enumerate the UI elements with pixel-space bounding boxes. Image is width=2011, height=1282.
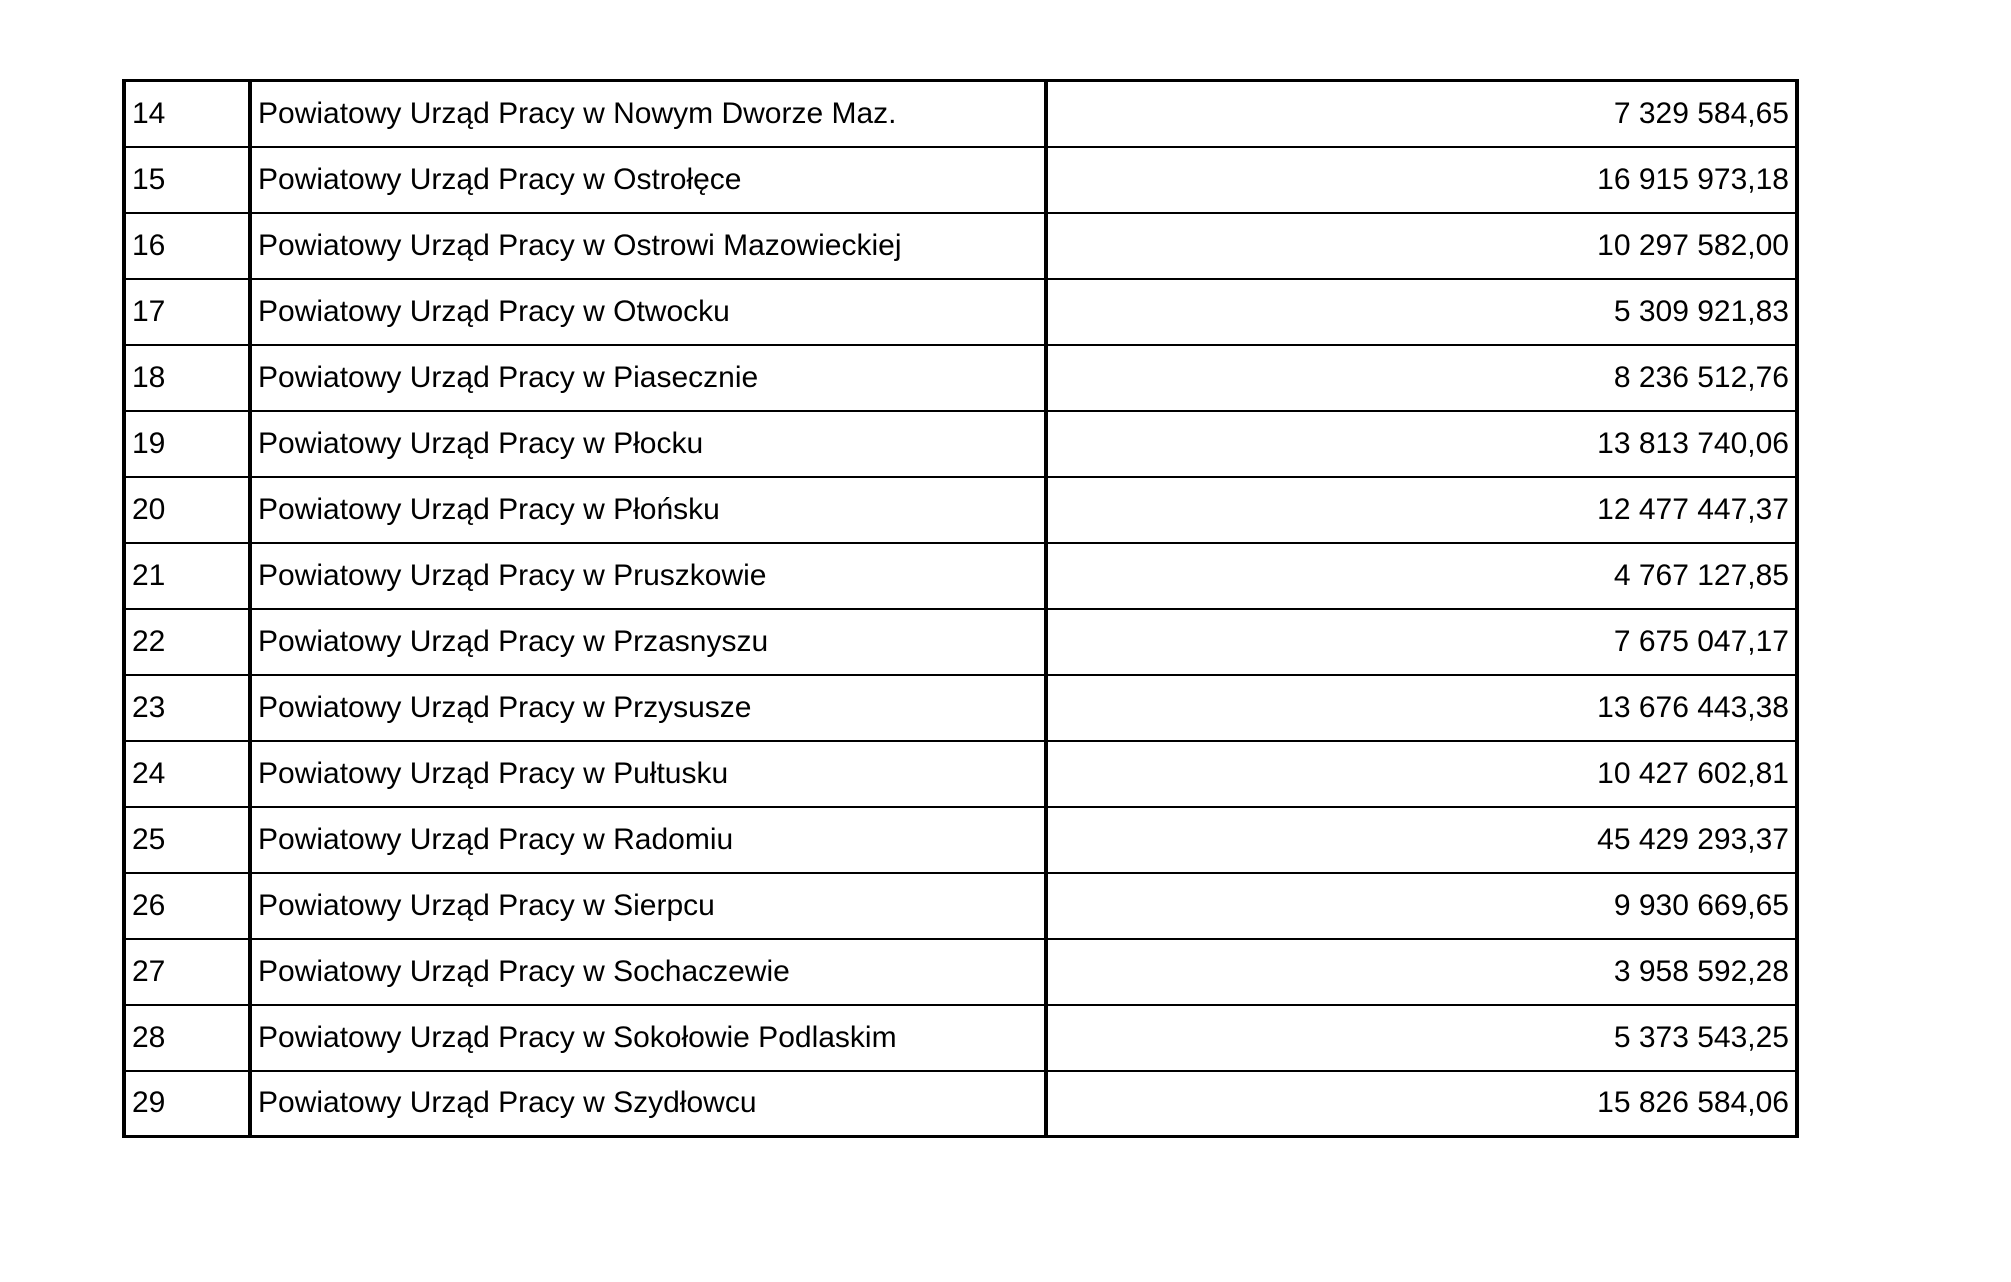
table-row — [124, 345, 1797, 411]
table-row — [124, 1005, 1797, 1071]
office-name-cell: Powiatowy Urząd Pracy w Ostrowi Mazowieckiej — [250, 213, 1046, 279]
row-number-cell: 23 — [124, 675, 250, 741]
office-name-cell: Powiatowy Urząd Pracy w Otwocku — [250, 279, 1046, 345]
amount-cell: 10 427 602,81 — [1046, 741, 1797, 807]
row-number-cell: 28 — [124, 1005, 250, 1071]
table-row — [124, 939, 1797, 1005]
amount-cell: 13 676 443,38 — [1046, 675, 1797, 741]
table-row — [124, 873, 1797, 939]
table-row — [124, 675, 1797, 741]
office-name-cell: Powiatowy Urząd Pracy w Piasecznie — [250, 345, 1046, 411]
table-body — [124, 81, 1797, 1137]
amount-cell: 45 429 293,37 — [1046, 807, 1797, 873]
amount-cell: 4 767 127,85 — [1046, 543, 1797, 609]
row-number-cell: 29 — [124, 1071, 250, 1137]
table-row — [124, 213, 1797, 279]
table-row — [124, 477, 1797, 543]
row-number-cell: 27 — [124, 939, 250, 1005]
row-number-cell: 18 — [124, 345, 250, 411]
table-row — [124, 147, 1797, 213]
office-name-cell: Powiatowy Urząd Pracy w Sochaczewie — [250, 939, 1046, 1005]
row-number-cell: 21 — [124, 543, 250, 609]
amount-cell: 10 297 582,00 — [1046, 213, 1797, 279]
row-number-cell: 19 — [124, 411, 250, 477]
office-name-cell: Powiatowy Urząd Pracy w Przysusze — [250, 675, 1046, 741]
row-number-cell: 25 — [124, 807, 250, 873]
office-name-cell: Powiatowy Urząd Pracy w Płońsku — [250, 477, 1046, 543]
amount-cell: 5 373 543,25 — [1046, 1005, 1797, 1071]
office-name-cell: Powiatowy Urząd Pracy w Nowym Dworze Maz. — [250, 81, 1046, 147]
table-row — [124, 279, 1797, 345]
office-name-cell: Powiatowy Urząd Pracy w Sokołowie Podlaskim — [250, 1005, 1046, 1071]
amount-cell: 8 236 512,76 — [1046, 345, 1797, 411]
row-number-cell: 20 — [124, 477, 250, 543]
row-number-cell: 16 — [124, 213, 250, 279]
allocation-table — [122, 79, 1799, 1138]
amount-cell: 5 309 921,83 — [1046, 279, 1797, 345]
row-number-cell: 14 — [124, 81, 250, 147]
office-name-cell: Powiatowy Urząd Pracy w Szydłowcu — [250, 1071, 1046, 1137]
table-row — [124, 741, 1797, 807]
amount-cell: 7 675 047,17 — [1046, 609, 1797, 675]
amount-cell: 7 329 584,65 — [1046, 81, 1797, 147]
table-row — [124, 807, 1797, 873]
table-row — [124, 543, 1797, 609]
table-row — [124, 609, 1797, 675]
office-name-cell: Powiatowy Urząd Pracy w Radomiu — [250, 807, 1046, 873]
amount-cell: 13 813 740,06 — [1046, 411, 1797, 477]
row-number-cell: 26 — [124, 873, 250, 939]
table-row — [124, 411, 1797, 477]
office-name-cell: Powiatowy Urząd Pracy w Ostrołęce — [250, 147, 1046, 213]
office-name-cell: Powiatowy Urząd Pracy w Sierpcu — [250, 873, 1046, 939]
office-name-cell: Powiatowy Urząd Pracy w Płocku — [250, 411, 1046, 477]
row-number-cell: 15 — [124, 147, 250, 213]
amount-cell: 3 958 592,28 — [1046, 939, 1797, 1005]
amount-cell: 12 477 447,37 — [1046, 477, 1797, 543]
table-row — [124, 81, 1797, 147]
row-number-cell: 24 — [124, 741, 250, 807]
office-name-cell: Powiatowy Urząd Pracy w Pruszkowie — [250, 543, 1046, 609]
amount-cell: 16 915 973,18 — [1046, 147, 1797, 213]
amount-cell: 15 826 584,06 — [1046, 1071, 1797, 1137]
office-name-cell: Powiatowy Urząd Pracy w Przasnyszu — [250, 609, 1046, 675]
table-row — [124, 1071, 1797, 1137]
row-number-cell: 17 — [124, 279, 250, 345]
amount-cell: 9 930 669,65 — [1046, 873, 1797, 939]
row-number-cell: 22 — [124, 609, 250, 675]
office-name-cell: Powiatowy Urząd Pracy w Pułtusku — [250, 741, 1046, 807]
